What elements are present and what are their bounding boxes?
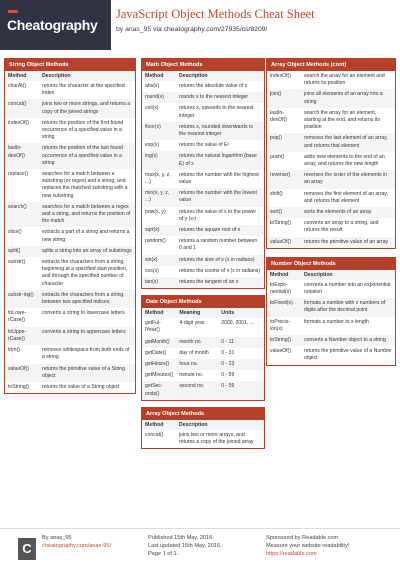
method-name: ceil(x)	[145, 105, 159, 112]
footer-sponsor: Sponsored by Readable.com	[266, 535, 339, 541]
method-name: substr-ing()	[5, 290, 39, 308]
description-cell: extracts the characters from a string, between two specified indices	[39, 290, 135, 308]
column-header-description: Description	[176, 420, 264, 430]
number-methods-title: Number Object Methods	[267, 258, 395, 270]
table-row	[267, 280, 395, 298]
description-cell: returns the position of the last found occurrence of a specified value in a string	[39, 143, 135, 169]
method-name: substr()	[8, 259, 26, 266]
date-methods-box	[141, 295, 265, 401]
table-row	[142, 277, 264, 288]
description-cell: returns the cosine of x (x in radians)	[179, 267, 260, 274]
method-name: sort()	[267, 207, 301, 218]
method-name: charAt()	[8, 83, 27, 89]
description-cell: extracts a part of a string and returns a new string	[42, 229, 130, 243]
description-cell: converts a string to uppercase letters	[39, 327, 135, 345]
method-name: toString()	[270, 220, 291, 227]
description-cell: returns the absolute value of x	[179, 83, 248, 89]
method-name: toLowe-rCase()	[8, 310, 27, 324]
description-cell: returns the value of Eˣ	[179, 142, 230, 149]
table-row	[5, 99, 135, 117]
table-row	[142, 359, 264, 370]
table-row	[267, 298, 395, 316]
description-cell: returns the primitive value of a Number object	[304, 348, 392, 362]
description-cell: splits a string into an array of substrings	[39, 246, 135, 257]
column-header-description: Description	[176, 71, 264, 81]
table-row	[5, 257, 135, 290]
table-row	[5, 118, 135, 144]
method-name: getMinutes()	[145, 372, 174, 379]
array-methods-title: Array Object Methods	[142, 408, 264, 420]
description-cell: removes the last element of an array, and returns that element	[301, 133, 395, 151]
table-row	[267, 317, 395, 335]
description-cell: returns x, upwards to the nearest integer	[179, 105, 254, 119]
description-cell: sorts the elements of an array	[301, 207, 395, 218]
method-name: trim()	[8, 347, 20, 354]
description-cell: formats a number to x length	[304, 318, 369, 325]
description-cell: returns the position of the first found occurrence of a specified value in a string	[42, 119, 124, 141]
table-row	[142, 92, 264, 103]
footer-divider	[0, 528, 400, 529]
method-name: pop()	[267, 133, 301, 151]
column-1	[4, 58, 136, 400]
table-row	[142, 236, 264, 254]
description-cell: returns the value of a String object	[42, 383, 120, 390]
footer-updated: Last updated 15th May, 2016.	[148, 543, 222, 549]
table-row	[267, 218, 395, 236]
units-cell: 0 - 31	[221, 349, 235, 356]
table-row	[5, 290, 135, 308]
array-methods-cont-title: Array Object Methods (cont)	[267, 59, 395, 71]
method-name: log(x)	[142, 151, 176, 169]
author-avatar[interactable]: C	[18, 538, 36, 560]
method-name: floor(x)	[142, 122, 176, 140]
description-cell: returns the number with the highest value	[179, 171, 259, 186]
string-methods-box	[4, 58, 136, 394]
method-name: min(x, y, z, ...)	[142, 188, 176, 206]
method-name: tan(x)	[142, 277, 176, 288]
date-methods-title: Date Object Methods	[142, 296, 264, 308]
footer-page: Page 1 of 1.	[148, 551, 179, 557]
meaning-cell: day of month	[179, 349, 209, 356]
description-cell: searches for a match between a substring (or regex) and a string, and replaces the matched substring with a new substring	[42, 171, 128, 199]
table-row	[142, 381, 264, 399]
description-cell: rounds x to the nearest integer	[176, 92, 264, 103]
math-methods-title: Math Object Methods	[142, 59, 264, 71]
array-methods-cont-box	[266, 58, 396, 249]
table-row	[142, 122, 264, 140]
array-methods-table	[142, 420, 264, 448]
description-cell: returns a random number between 0 and 1	[179, 238, 258, 252]
method-name: valueOf()	[5, 364, 39, 382]
method-name: search()	[5, 202, 39, 228]
footer-author-block	[42, 534, 111, 550]
table-row	[267, 108, 395, 134]
table-row	[5, 169, 135, 202]
method-name: indexOf()	[8, 119, 29, 126]
byline-link[interactable]: via cheatography.com/27935/cs/8209/	[153, 26, 268, 33]
table-row	[267, 89, 395, 107]
array-methods-box	[141, 407, 265, 449]
description-cell: converts a number into an exponential notation	[304, 281, 391, 296]
table-row	[142, 140, 264, 151]
column-header-meaning: Meaning	[176, 308, 218, 318]
description-cell: returns the sine of x (x in radians)	[176, 255, 264, 266]
description-cell: extracts the characters from a string, beginning at a specified start position, and through the specified number of character	[42, 259, 128, 287]
description-cell: returns the character at the specified index	[42, 83, 125, 97]
column-header-method: Method	[142, 420, 176, 430]
column-header-method: Method	[267, 270, 301, 280]
method-name: getHours()	[142, 359, 176, 370]
logo-mark-icon	[8, 10, 18, 13]
description-cell: formats a number with x numbers of digits after the decimal point	[301, 298, 395, 316]
description-cell: returns the primitive value of a String object	[39, 364, 135, 382]
table-row	[142, 81, 264, 92]
method-name: round(x)	[142, 92, 176, 103]
table-row	[142, 370, 264, 381]
description-cell: joins two or more strings, and returns a copy of the joined strings	[39, 99, 135, 117]
table-row	[5, 308, 135, 326]
method-name: getSec-onds()	[142, 381, 176, 399]
method-name: sqrt(x)	[142, 225, 176, 236]
description-cell: joins all elements of an array into a string	[301, 89, 395, 107]
footer-dates-block	[148, 534, 222, 558]
method-name: toFixed(x)	[267, 298, 301, 316]
method-name: getMonth()	[142, 337, 176, 348]
description-cell: search the array for an element and returns its position	[304, 73, 385, 87]
method-name: valueOf()	[267, 237, 301, 248]
method-name: shift()	[270, 190, 283, 197]
method-name: concat()	[145, 431, 164, 438]
description-cell: reverses the order of the elements in an array	[301, 170, 395, 188]
method-name: split()	[5, 246, 39, 257]
column-header-description: Description	[301, 270, 395, 280]
table-row	[5, 327, 135, 345]
string-methods-table	[5, 71, 135, 393]
description-cell: joins two or more arrays, and returns a copy of the joined array	[179, 431, 254, 446]
column-2	[141, 58, 265, 455]
method-name: toString()	[8, 383, 29, 390]
table-row	[267, 189, 395, 207]
description-cell: returns the natural logarithm (base E) of x	[176, 151, 264, 169]
number-methods-table	[267, 270, 395, 365]
description-cell: returns the primitive value of an array	[301, 237, 395, 248]
table-row	[142, 170, 264, 188]
description-cell: returns the tangent of an x	[176, 277, 264, 288]
meaning-cell: month no.	[176, 337, 218, 348]
units-cell: 0 - 11	[218, 337, 264, 348]
meaning-cell: 4-digit year	[179, 320, 205, 327]
table-row	[5, 227, 135, 245]
meaning-cell: hour no.	[176, 359, 218, 370]
meaning-cell: minute no.	[179, 372, 204, 379]
table-row	[5, 81, 135, 99]
method-name: abs(x)	[145, 83, 160, 89]
description-cell: returns the square root of x	[176, 225, 264, 236]
footer-author: By anas_95	[42, 535, 72, 541]
table-row	[5, 364, 135, 382]
table-row	[142, 318, 264, 336]
units-cell: 0 - 23	[218, 359, 264, 370]
method-name: toExpo-nential(x)	[270, 281, 291, 296]
method-name: replace()	[8, 171, 29, 178]
table-row	[5, 202, 135, 228]
meaning-cell: second no.	[176, 381, 218, 399]
array-methods-cont-table	[267, 71, 395, 248]
description-cell: returns x, rounded downwards to the nearest integer	[176, 122, 264, 140]
table-row	[267, 346, 395, 364]
table-row	[5, 143, 135, 169]
method-name: getFul-lYear()	[145, 320, 161, 334]
page-title: JavaScript Object Methods Cheat Sheet	[116, 7, 315, 21]
footer-published: Published 15th May, 2016.	[148, 535, 214, 541]
description-cell: converts a string to lowercase letters	[42, 310, 125, 317]
table-row	[267, 133, 395, 151]
column-header-description: Description	[39, 71, 135, 81]
date-methods-table	[142, 308, 264, 400]
method-name: slice()	[8, 229, 22, 236]
description-cell: returns the value of x to the power of y (xʸ)	[179, 208, 257, 222]
table-row	[142, 188, 264, 206]
table-row	[142, 266, 264, 277]
method-name: sin(x)	[142, 255, 176, 266]
cheatography-logo[interactable]	[0, 0, 111, 50]
table-row	[142, 255, 264, 266]
method-name: toString()	[267, 335, 301, 346]
method-name: valueOf()	[270, 348, 291, 355]
footer	[0, 528, 400, 566]
units-cell: 0 - 59	[218, 381, 264, 399]
table-row	[267, 170, 395, 188]
method-name: random()	[145, 238, 166, 245]
byline	[116, 26, 267, 33]
method-name: pow(x, y)	[145, 208, 166, 215]
description-cell: removes whitespace from both ends of a string	[42, 347, 130, 361]
table-row	[142, 348, 264, 359]
column-header-units: Units	[218, 308, 264, 318]
description-cell: converts an array to a string, and returns the result	[304, 220, 379, 234]
description-cell: adds new elements to the end of an array, and returns the new length	[304, 153, 385, 168]
method-name: toUppe-rCase()	[5, 327, 39, 345]
column-header-method: Method	[142, 71, 176, 81]
byline-author: by anas_95	[116, 26, 152, 33]
method-name: push()	[270, 153, 285, 160]
footer-author-link[interactable]: cheatography.com/anas-95/	[42, 543, 111, 549]
table-row	[267, 237, 395, 248]
method-name: exp(x)	[145, 142, 160, 149]
method-name: lastIn-dexOf()	[5, 143, 39, 169]
table-row	[142, 337, 264, 348]
description-cell: search the array for an element, starting at the end, and returns its position	[304, 109, 380, 131]
column-header-method: Method	[5, 71, 39, 81]
table-row	[142, 103, 264, 121]
table-row	[5, 345, 135, 363]
logo-text: Cheatography	[7, 17, 98, 33]
description-cell: removes the first element of an array, and returns that element	[304, 190, 388, 204]
footer-sponsor-block	[266, 534, 349, 558]
table-row	[267, 152, 395, 170]
table-row	[142, 225, 264, 236]
table-row	[5, 382, 135, 393]
method-name: cos(x)	[145, 267, 159, 274]
table-row	[142, 151, 264, 169]
header	[0, 0, 400, 50]
description-cell: returns the number with the lowest value	[176, 188, 264, 206]
description-cell: searches for a match between a regex and a string, and returns the position of the match	[39, 202, 135, 228]
table-row	[267, 207, 395, 218]
method-name: indexOf()	[270, 73, 291, 79]
table-row	[267, 335, 395, 346]
string-methods-title: String Object Methods	[5, 59, 135, 71]
table-row	[142, 430, 264, 448]
description-cell: converts a Number object to a string	[301, 335, 395, 346]
units-cell: 0 - 59	[221, 372, 235, 379]
method-name: lastIn-dexOf()	[270, 109, 287, 124]
method-name: join()	[267, 89, 301, 107]
footer-sponsor-line: Measure your website readability!	[266, 543, 350, 549]
method-name: getDate()	[145, 349, 167, 356]
method-name: max(x, y, z, ...)	[145, 171, 171, 186]
footer-sponsor-link[interactable]: https://readable.com	[266, 551, 317, 557]
math-methods-box	[141, 58, 265, 289]
table-row	[267, 71, 395, 89]
column-header-method: Method	[142, 308, 176, 318]
units-cell: 2000, 2001, ...	[221, 320, 254, 327]
method-name: toPrecis-ion(x)	[270, 318, 291, 332]
table-row	[142, 207, 264, 225]
method-name: concat()	[5, 99, 39, 117]
method-name: reverse()	[267, 170, 301, 188]
column-3	[266, 58, 396, 372]
math-methods-table	[142, 71, 264, 288]
number-methods-box	[266, 257, 396, 366]
table-row	[5, 246, 135, 257]
